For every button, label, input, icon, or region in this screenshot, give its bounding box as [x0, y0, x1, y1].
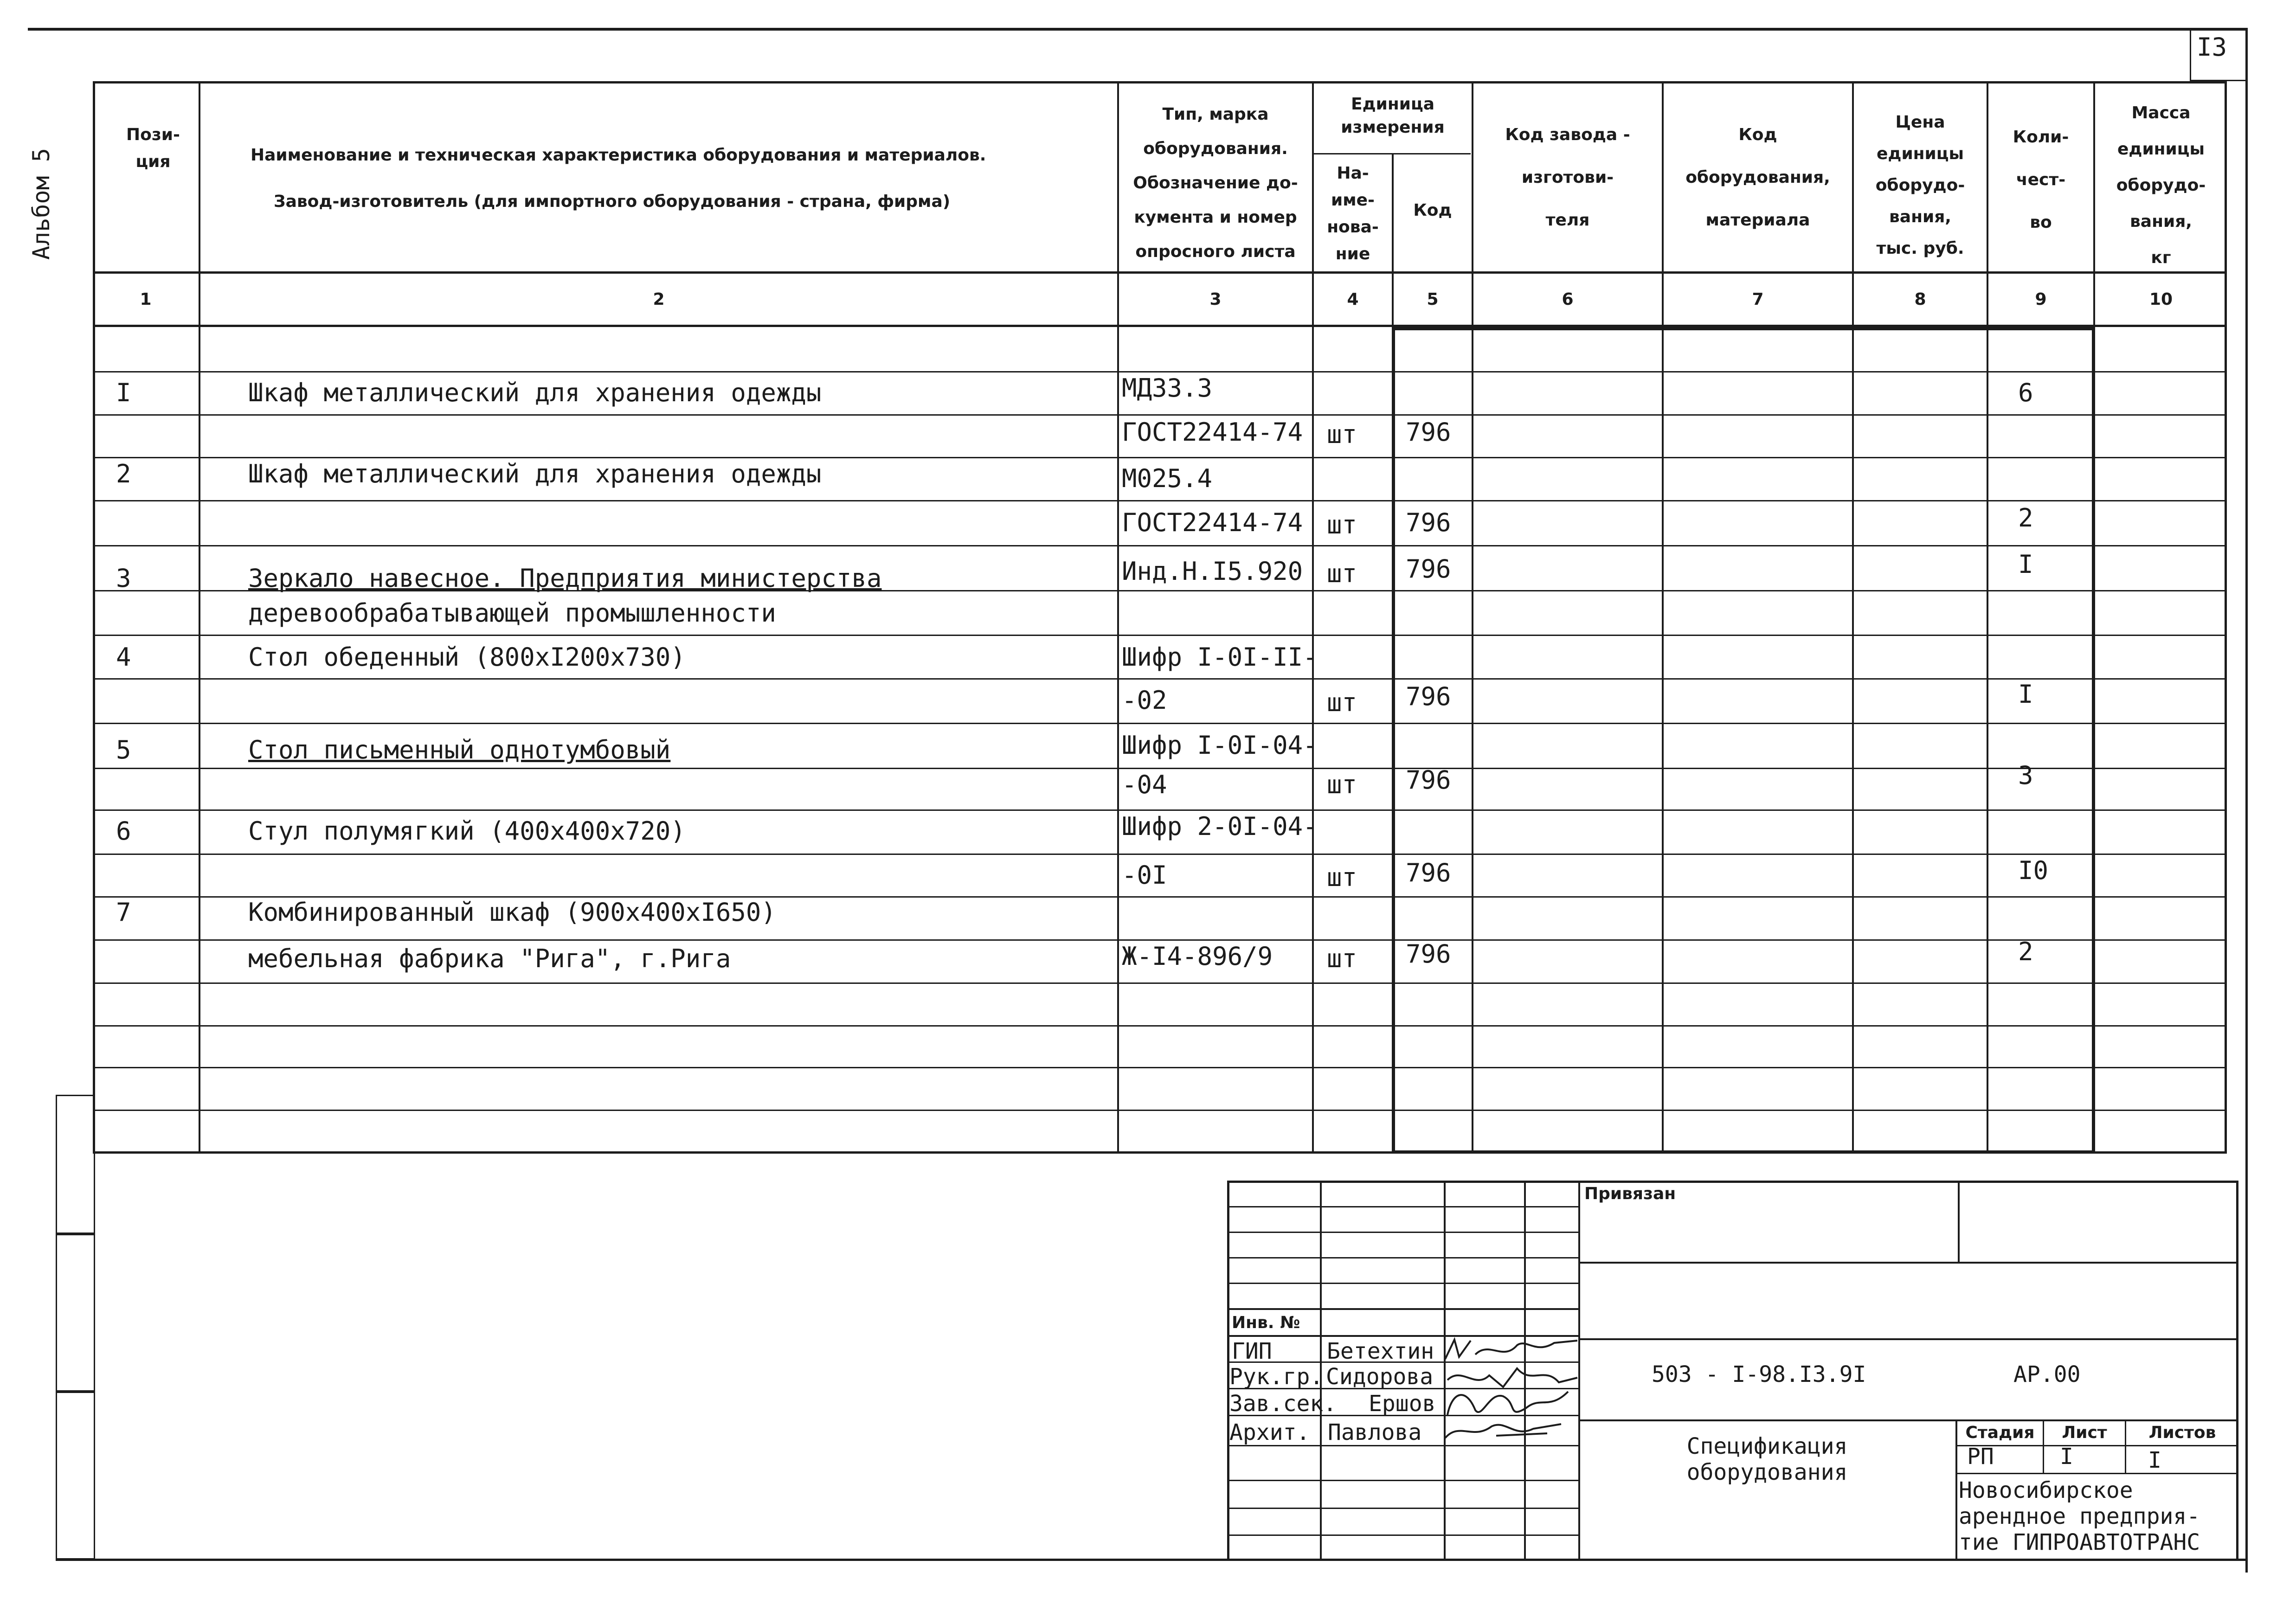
stamp-row-line — [1227, 1232, 1579, 1233]
stamp-row-line — [1227, 1480, 1579, 1481]
row-position: 5 — [116, 735, 131, 764]
row-position: 2 — [116, 459, 131, 488]
row-code: 796 — [1406, 765, 1451, 795]
row-unit: шт — [1327, 559, 1357, 588]
colnum-1: 1 — [140, 290, 152, 309]
row-name: Комбинированный шкаф (900х400хI650) — [248, 898, 776, 927]
row-name: Шкаф металлический для хранения одежды — [248, 378, 822, 407]
stamp-doc-code: 503 - I-98.I3.9I — [1652, 1361, 1866, 1387]
row-code: 796 — [1406, 858, 1451, 887]
row-code: 796 — [1406, 508, 1451, 537]
row-type: Шифр 2-0I-04- — [1122, 812, 1318, 841]
colnum-10: 10 — [2149, 290, 2173, 309]
stamp-line — [1958, 1181, 1960, 1262]
header-price: Цена единицы оборудо- вания, тыс. руб. — [1875, 113, 1965, 258]
row-quantity: I — [2018, 550, 2033, 579]
header-mass: Масса единицы оборудо- вания, кг — [2116, 103, 2206, 267]
colnum-8: 8 — [1914, 290, 1926, 309]
stamp-person: Бетехтин — [1327, 1338, 1434, 1364]
stamp-person: Ершов — [1369, 1391, 1436, 1417]
album-label: Альбом 5 — [28, 148, 55, 260]
stamp-row-line — [1227, 1283, 1579, 1284]
margin-box-3 — [56, 1392, 95, 1560]
row-code: 796 — [1406, 682, 1451, 711]
row-unit: шт — [1327, 863, 1357, 892]
stamp-inv-no: Инв. № — [1232, 1313, 1300, 1332]
row-name: деревообрабатывающей промышленности — [248, 598, 776, 628]
colnum-4: 4 — [1347, 290, 1359, 309]
row-unit: шт — [1327, 510, 1357, 539]
colnum-6: 6 — [1562, 290, 1574, 309]
margin-box-1 — [56, 1095, 95, 1234]
row-type: ГОСТ22414-74 — [1122, 417, 1303, 447]
row-code: 796 — [1406, 939, 1451, 969]
stamp-person: Сидорова — [1326, 1364, 1434, 1390]
stamp-role: Рук.гр. — [1229, 1364, 1324, 1390]
row-position: 6 — [116, 816, 131, 846]
row-quantity: 2 — [2018, 937, 2033, 966]
row-type: Шифр I-0I-04- — [1122, 731, 1318, 760]
right-border — [2245, 28, 2248, 1573]
col-line — [199, 81, 200, 1154]
stamp-person: Павлова — [1328, 1419, 1422, 1445]
row-name: Шкаф металлический для хранения одежды — [248, 459, 822, 488]
row-position: I — [116, 378, 131, 407]
header-unit-code: Код — [1413, 201, 1452, 220]
colnum-2: 2 — [653, 290, 665, 309]
colnum-3: 3 — [1209, 290, 1222, 309]
colnum-9: 9 — [2035, 290, 2047, 309]
stamp-stage-label: Стадия — [1965, 1423, 2035, 1442]
row-type: М025.4 — [1122, 464, 1213, 493]
row-name: Зеркало навесное. Предприятия министерства — [248, 564, 882, 593]
row-type: Ж-I4-896/9 — [1122, 942, 1273, 971]
row-position: 3 — [116, 564, 131, 593]
row-unit: шт — [1327, 770, 1357, 799]
stamp-sheet: I — [2060, 1444, 2073, 1470]
row-quantity: 2 — [2018, 503, 2033, 533]
header-equipment-code: Код оборудования, материала — [1685, 125, 1830, 230]
stamp-row-line — [1227, 1508, 1579, 1509]
row-unit: шт — [1327, 420, 1357, 449]
signature-4 — [1441, 1415, 1580, 1447]
header-quantity: Коли- чест- во — [2013, 128, 2069, 232]
stamp-line — [1955, 1473, 2238, 1474]
colnum-5: 5 — [1427, 290, 1439, 309]
row-unit: шт — [1327, 944, 1357, 973]
row-name: Стул полумягкий (400х400х720) — [248, 816, 686, 846]
stamp-sheet-label: Лист — [2062, 1423, 2107, 1442]
row-name: Стол письменный однотумбовый — [248, 735, 671, 764]
top-border — [28, 28, 2245, 31]
stamp-stage: РП — [1967, 1444, 1994, 1470]
header-type: Тип, марка оборудования. Обозначение до- кумента и номер опросного листа — [1133, 105, 1298, 261]
row-type: МД33.3 — [1122, 373, 1213, 403]
row-code: 796 — [1406, 417, 1451, 447]
row-type: ГОСТ22414-74 — [1122, 508, 1303, 537]
row-type: Инд.Н.I5.920 — [1122, 557, 1303, 586]
stamp-role: Архит. — [1229, 1419, 1310, 1445]
row-code: 796 — [1406, 554, 1451, 584]
stamp-organization: Новосибирское арендное предприя- тие ГИПРОАВТОТРАНС — [1959, 1477, 2200, 1555]
row-name: мебельная фабрика "Рига", г.Рига — [248, 944, 731, 973]
stamp-role: Зав.сек. — [1229, 1391, 1337, 1417]
signature-1 — [1443, 1336, 1582, 1364]
body-bold-frame — [1392, 327, 2095, 1154]
row-unit: шт — [1327, 688, 1357, 717]
row-position: 4 — [116, 642, 131, 672]
row-name: Стол обеденный (800хI200х730) — [248, 642, 686, 672]
stamp-row-line — [1227, 1257, 1579, 1258]
stamp-sheets: I — [2148, 1447, 2161, 1473]
stamp-role: ГИП — [1232, 1338, 1272, 1364]
header-unit-name: На- име- нова- ние — [1327, 164, 1379, 263]
row-position: 7 — [116, 898, 131, 927]
header-maker-code: Код завода - изготови- теля — [1505, 125, 1630, 230]
sheet-number: I3 — [2197, 32, 2227, 62]
stamp-line — [1579, 1338, 2238, 1340]
row-type: -04 — [1122, 770, 1167, 799]
stamp-row-line — [1227, 1308, 1579, 1310]
header-name: Наименование и техническая характеристика оборудования и материалов. Завод-изготовитель (для импортного оборудования - страна, фирма) — [251, 146, 986, 211]
row-quantity: I0 — [2018, 856, 2049, 885]
row-type: -02 — [1122, 686, 1167, 715]
row-type: -0I — [1122, 860, 1167, 890]
stamp-line — [1579, 1262, 2238, 1264]
stamp-title: Спецификация оборудования — [1686, 1433, 1848, 1485]
header-position: Пози- ция — [126, 125, 180, 171]
stamp-privyazan: Привязан — [1584, 1184, 1676, 1203]
stamp-mark: АР.00 — [2013, 1361, 2081, 1387]
row-type: Шифр I-0I-II- — [1122, 642, 1318, 672]
stamp-sheets-label: Листов — [2148, 1423, 2216, 1442]
row-quantity: I — [2018, 680, 2033, 709]
row-quantity: 6 — [2018, 378, 2033, 407]
header-unit-group: Единица измерения — [1341, 95, 1445, 137]
header-bottom-line — [93, 271, 2227, 274]
colnum-7: 7 — [1752, 290, 1764, 309]
stamp-row-line — [1227, 1206, 1579, 1207]
row-quantity: 3 — [2018, 761, 2033, 790]
stamp-row-line — [1227, 1534, 1579, 1536]
margin-box-2 — [56, 1234, 95, 1392]
